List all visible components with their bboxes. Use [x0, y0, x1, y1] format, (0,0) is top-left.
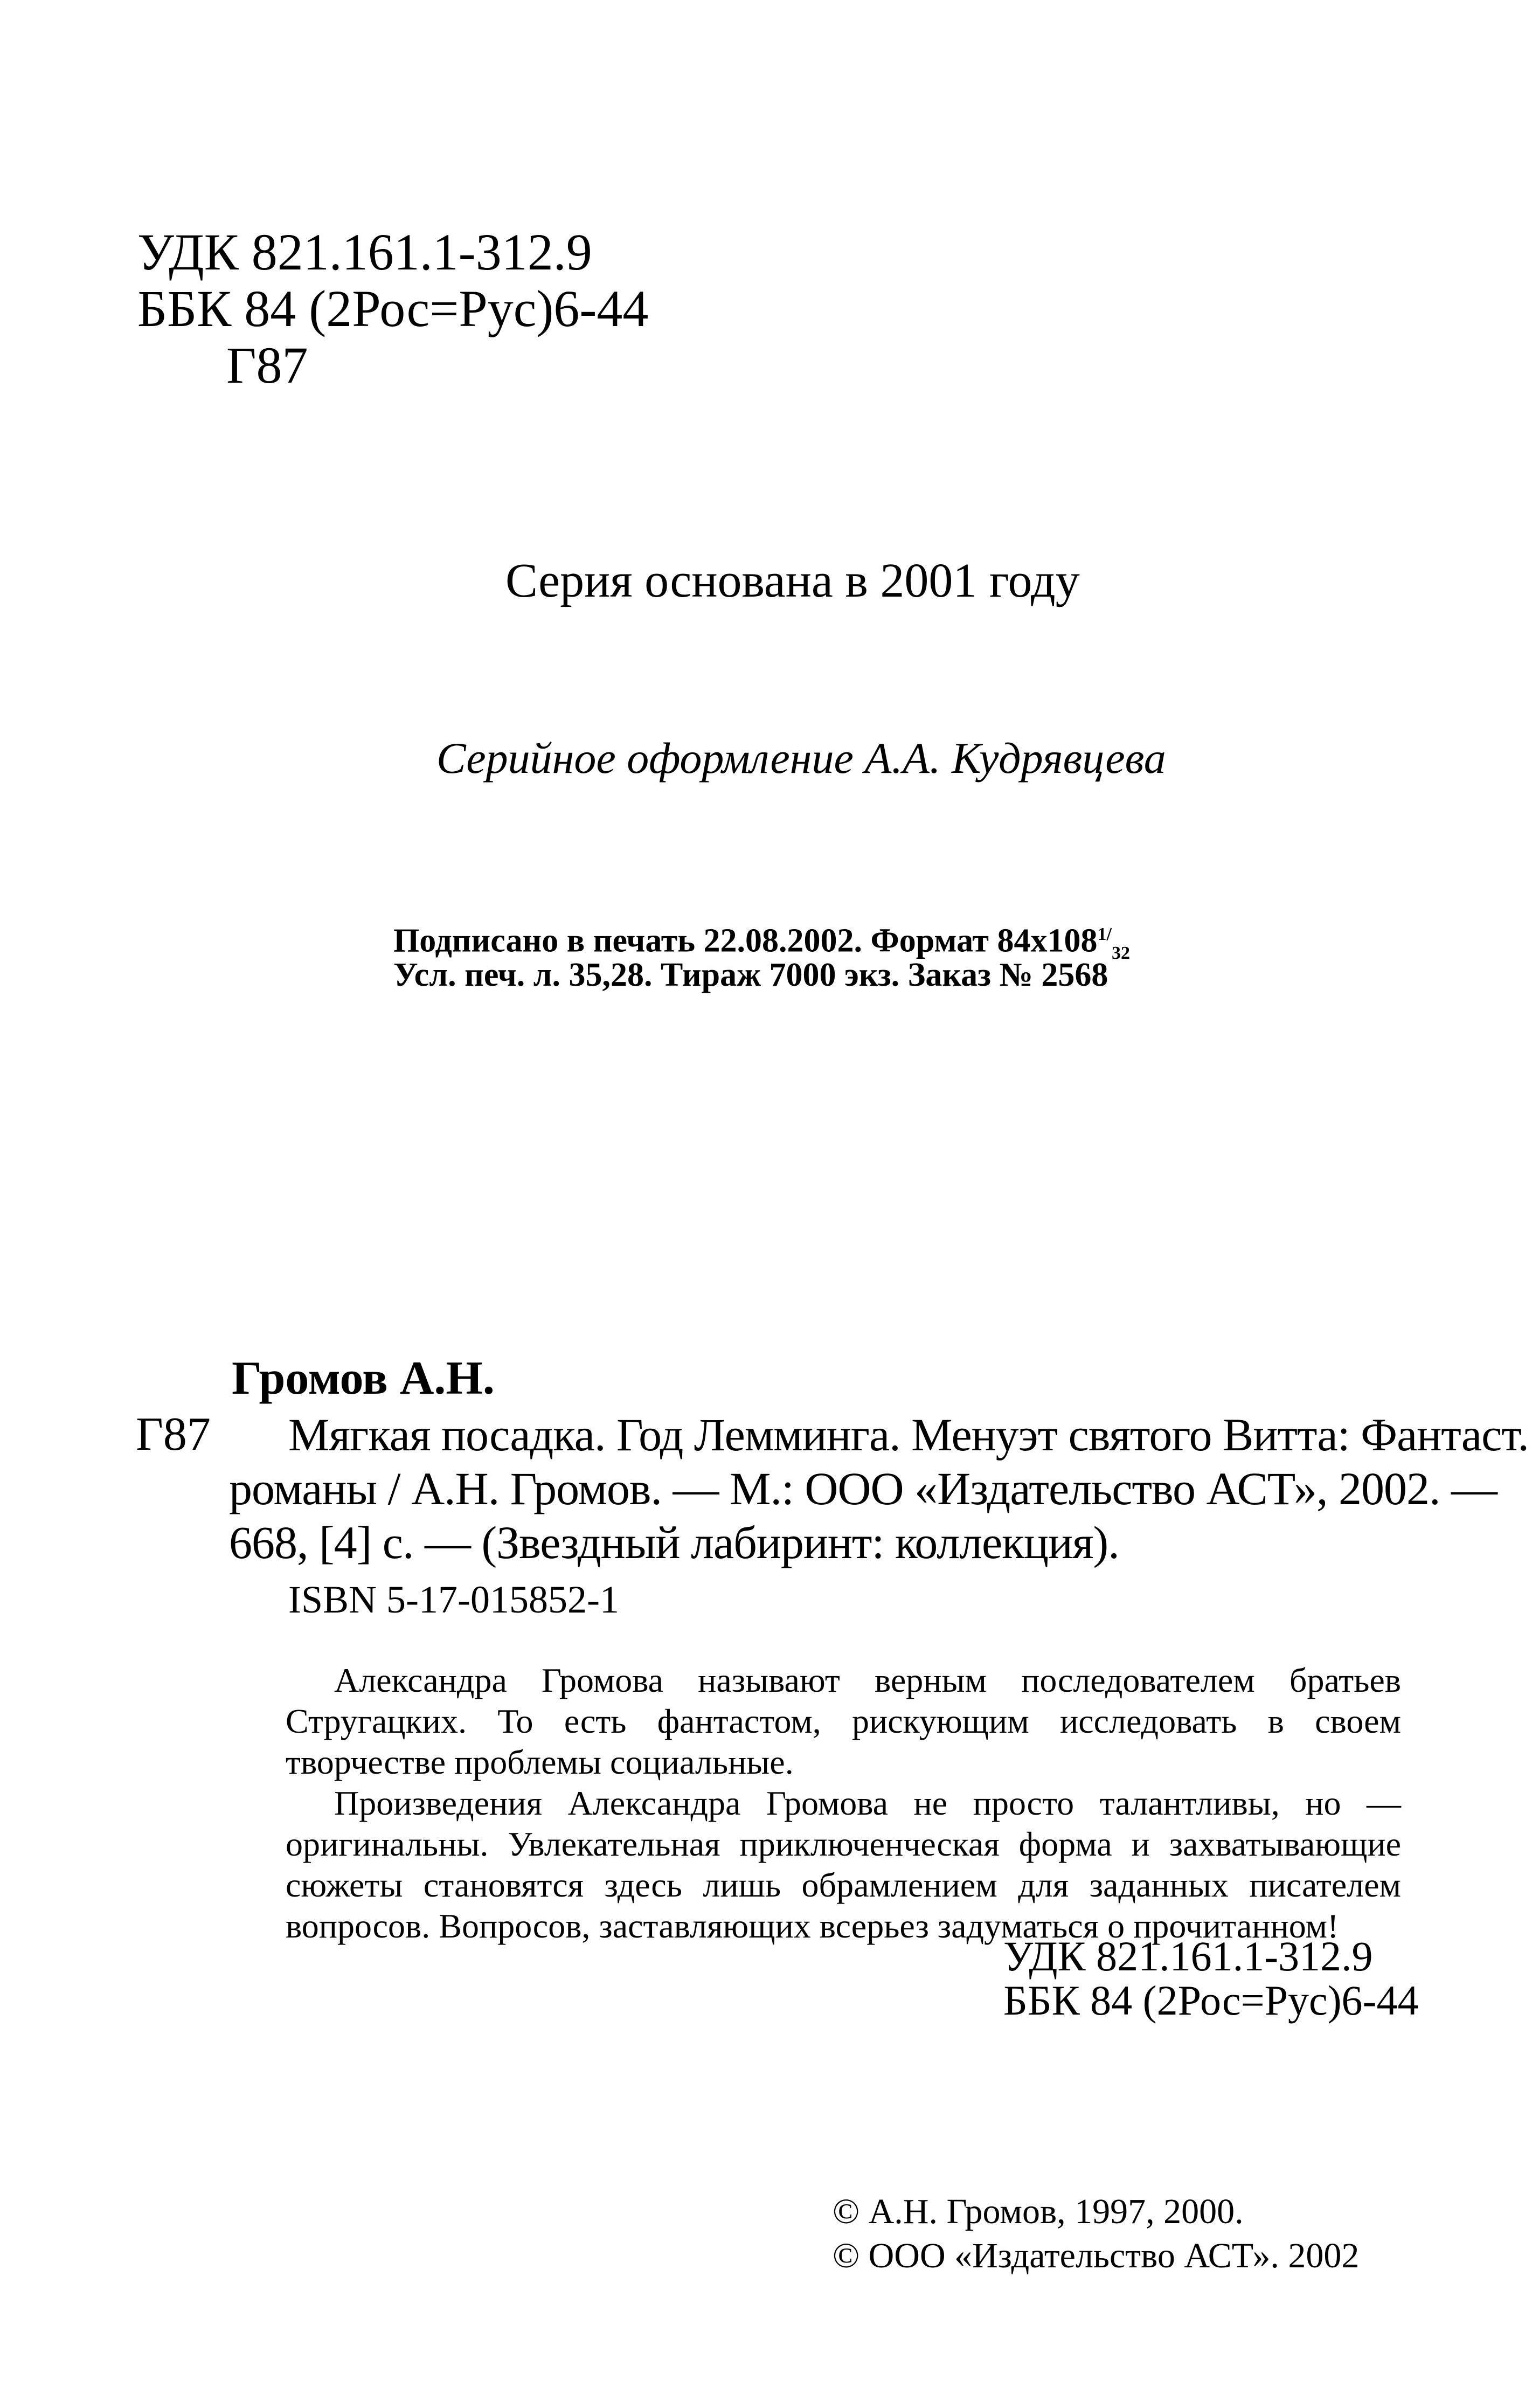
record-author: Громов А.Н.	[232, 1352, 495, 1404]
format-subscript: 32	[1111, 943, 1130, 964]
copyright-author: © А.Н. Громов, 1997, 2000.	[833, 2192, 1244, 2231]
copyright-publisher: © ООО «Издательство АСТ». 2002	[833, 2236, 1360, 2275]
udk-code: УДК 821.161.1-312.9	[137, 223, 592, 281]
bbk-code-repeat: ББК 84 (2Рос=Рус)6-44	[1003, 1977, 1419, 2024]
isbn: ISBN 5-17-015852-1	[288, 1578, 619, 1621]
annotation-paragraph-1: Александра Громова называют верным последователем братьев Стругацких. То есть фантастом, рискующим исследовать в своем творчестве проблемы социальные.	[286, 1661, 1401, 1781]
record-sign: Г87	[136, 1408, 211, 1461]
annotation-paragraph-2: Произведения Александра Громова не просто талантливы, но — оригинальны. Увлекательная приключенческая форма и захватывающие сюжеты становятся здесь лишь обрамлением для заданных писателем вопросов. Вопросов, заставляющих всерьез задуматься о прочитанном!	[286, 1784, 1401, 1945]
record-title-line-3: 668, [4] с. — (Звездный лабиринт: коллекция).	[229, 1517, 1119, 1568]
record-title-line-1: Мягкая посадка. Год Лемминга. Менуэт святого Витта: Фантаст.	[288, 1409, 1529, 1461]
series-note: Серия основана в 2001 году	[505, 554, 1080, 607]
format-superscript: 1/	[1097, 924, 1112, 944]
imprint-line-2: Усл. печ. л. 35,28. Тираж 7000 экз. Заказ № 2568	[393, 957, 1108, 993]
udk-code-repeat: УДК 821.161.1-312.9	[1003, 1933, 1373, 1980]
author-sign: Г87	[226, 336, 308, 394]
design-credit: Серийное оформление А.А. Кудрявцева	[436, 734, 1166, 783]
record-title-line-2: романы / А.Н. Громов. — М.: ООО «Издательство АСТ», 2002. —	[229, 1463, 1498, 1514]
annotation	[286, 1660, 1401, 1947]
bbk-code: ББК 84 (2Рос=Рус)6-44	[137, 280, 649, 337]
imprint-text: Подписано в печать 22.08.2002. Формат 84х108	[393, 922, 1098, 959]
